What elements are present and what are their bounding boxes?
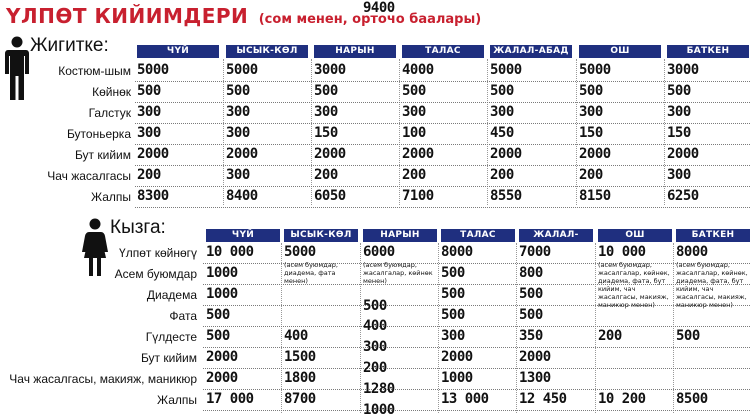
bride-column-header: ЧҮЙ [206, 229, 280, 242]
bride-cell-value: 2000 [441, 349, 473, 365]
groom-cell-value: 300 [137, 125, 161, 141]
bride-cell-value: 9400 [363, 0, 395, 16]
bride-column-header: ЫСЫК-КӨЛ [284, 229, 358, 242]
bride-column-header: ОШ [598, 229, 672, 242]
row-divider [203, 389, 750, 390]
groom-column-header: БАТКЕН [667, 45, 749, 58]
groom-cell-value: 2000 [490, 146, 522, 162]
groom-cell-value: 150 [579, 125, 603, 141]
bride-column-header: ТАЛАС [441, 229, 515, 242]
groom-cell-value: 2000 [402, 146, 434, 162]
woman-icon [82, 218, 108, 278]
column-divider [516, 243, 517, 413]
bride-cell-value: 1500 [284, 349, 316, 365]
bride-cell-note: (асем буюмдар, диадема, фата менен) [284, 261, 338, 285]
groom-column-header: ЧҮЙ [137, 45, 219, 58]
groom-cell-value: 6050 [314, 188, 346, 204]
bride-cell-value: 10 000 [206, 244, 254, 260]
groom-cell-value: 2000 [667, 146, 699, 162]
groom-column-header: ЖАЛАЛ-АБАД [490, 45, 572, 58]
title-subtitle: (сом менен, орточо баалары) [258, 12, 482, 27]
bride-cell-value: 8000 [676, 244, 708, 260]
groom-cell-value: 500 [226, 83, 250, 99]
bride-row-label: Бут кийим [140, 351, 197, 365]
groom-cell-value: 5000 [226, 62, 258, 78]
title-main: ҮЛПӨТ КИЙИМДЕРИ [6, 4, 249, 28]
bride-cell-value: 500 [519, 286, 543, 302]
groom-cell-value: 5000 [490, 62, 522, 78]
bride-cell-value: 800 [519, 265, 543, 281]
bride-cell-value: 1800 [284, 370, 316, 386]
groom-cell-value: 500 [314, 83, 338, 99]
bride-column-header: НАРЫН [363, 229, 437, 242]
bride-cell-value: 2000 [519, 349, 551, 365]
groom-cell-value: 3000 [667, 62, 699, 78]
groom-cell-value: 200 [137, 167, 161, 183]
bride-cell-value: 10 000 [598, 244, 646, 260]
groom-cell-value: 2000 [314, 146, 346, 162]
row-divider [203, 326, 750, 327]
groom-section-title: Жигитке: [30, 35, 109, 56]
groom-cell-value: 300 [667, 167, 691, 183]
groom-cell-value: 450 [490, 125, 514, 141]
bride-cell-value: 1000 [206, 265, 238, 281]
groom-cell-value: 200 [402, 167, 426, 183]
groom-cell-value: 150 [314, 125, 338, 141]
groom-cell-value: 8400 [226, 188, 258, 204]
groom-cell-value: 500 [402, 83, 426, 99]
groom-column-header: ЫСЫК-КӨЛ [226, 45, 308, 58]
groom-column-header: ОШ [579, 45, 661, 58]
bride-cell-value: 500 [206, 307, 230, 323]
groom-cell-value: 8300 [137, 188, 169, 204]
bride-cell-value: 10 200 [598, 391, 646, 407]
bride-cell-value: 2000 [206, 370, 238, 386]
groom-column-header: ТАЛАС [402, 45, 484, 58]
row-divider [135, 102, 750, 103]
bride-section-title: Кызга: [110, 217, 166, 238]
groom-row-label: Бутоньерка [66, 127, 131, 141]
groom-cell-value: 500 [490, 83, 514, 99]
groom-cell-value: 2000 [226, 146, 258, 162]
bride-cell-note: (асем буюмдар, жасалгалар, көйнөк, диадема, фата, бут кийим, чач жасалгасы, макияж, маникюр менен) [676, 261, 748, 309]
bride-cell-value: 400 [284, 328, 308, 344]
groom-cell-value: 200 [490, 167, 514, 183]
bride-row-label: Гүлдесте [145, 330, 197, 344]
bride-row-label: Жалпы [156, 393, 197, 407]
bride-cell-note: (асем буюмдар, жасалгалар, көйнөк менен) [363, 261, 433, 285]
man-icon [4, 36, 30, 102]
groom-cell-value: 200 [579, 167, 603, 183]
bride-cell-value: 1000 [206, 286, 238, 302]
bride-row-label: Диадема [146, 288, 197, 302]
groom-cell-value: 150 [667, 125, 691, 141]
bride-cell-value: 1280 [363, 381, 395, 397]
page-title [6, 4, 481, 30]
bride-cell-value: 500 [206, 328, 230, 344]
bride-cell-value: 300 [441, 328, 465, 344]
groom-cell-value: 300 [137, 104, 161, 120]
groom-cell-value: 3000 [314, 62, 346, 78]
row-divider [203, 410, 750, 411]
bride-cell-value: 500 [519, 307, 543, 323]
groom-row-label: Жалпы [90, 190, 131, 204]
bride-column-header: БАТКЕН [676, 229, 750, 242]
column-divider [281, 243, 282, 413]
bride-cell-value: 7000 [519, 244, 551, 260]
groom-cell-value: 2000 [137, 146, 169, 162]
bride-cell-value: 6000 [363, 244, 395, 260]
bride-cell-value: 1000 [441, 370, 473, 386]
groom-cell-value: 5000 [137, 62, 169, 78]
groom-cell-value: 300 [490, 104, 514, 120]
groom-cell-value: 300 [226, 104, 250, 120]
groom-column-header: НАРЫН [314, 45, 396, 58]
bride-cell-value: 400 [363, 318, 387, 334]
bride-cell-value: 300 [363, 339, 387, 355]
groom-row-label: Бут кийим [74, 148, 131, 162]
bride-cell-value: 12 450 [519, 391, 567, 407]
column-divider [438, 243, 439, 413]
bride-cell-value: 8700 [284, 391, 316, 407]
groom-cell-value: 300 [314, 104, 338, 120]
groom-row-label: Галстук [88, 106, 131, 120]
row-divider [135, 81, 750, 82]
bride-cell-value: 5000 [284, 244, 316, 260]
groom-cell-value: 300 [402, 104, 426, 120]
groom-row-label: Костюм-шым [58, 64, 131, 78]
groom-cell-value: 500 [667, 83, 691, 99]
bride-cell-value: 500 [441, 286, 465, 302]
bride-cell-value: 500 [676, 328, 700, 344]
groom-cell-value: 200 [314, 167, 338, 183]
bride-cell-value: 8500 [676, 391, 708, 407]
groom-cell-value: 300 [226, 125, 250, 141]
row-divider [135, 207, 750, 208]
groom-cell-value: 500 [137, 83, 161, 99]
bride-row-label: Фата [169, 309, 197, 323]
groom-cell-value: 6250 [667, 188, 699, 204]
bride-cell-value: 13 000 [441, 391, 489, 407]
bride-cell-value: 500 [441, 265, 465, 281]
bride-cell-value: 500 [441, 307, 465, 323]
bride-cell-value: 1300 [519, 370, 551, 386]
bride-cell-value: 2000 [206, 349, 238, 365]
bride-cell-value: 1000 [363, 402, 395, 418]
groom-cell-value: 500 [579, 83, 603, 99]
groom-cell-value: 5000 [579, 62, 611, 78]
groom-cell-value: 100 [402, 125, 426, 141]
bride-cell-value: 8000 [441, 244, 473, 260]
groom-cell-value: 300 [667, 104, 691, 120]
column-divider [595, 243, 596, 413]
column-divider [360, 243, 361, 413]
bride-cell-value: 200 [363, 360, 387, 376]
bride-row-label: Үлпөт көйнөгү [119, 246, 197, 260]
bride-cell-value: 17 000 [206, 391, 254, 407]
groom-cell-value: 2000 [579, 146, 611, 162]
groom-cell-value: 7100 [402, 188, 434, 204]
groom-cell-value: 8550 [490, 188, 522, 204]
bride-row-label: Асем буюмдар [114, 267, 197, 281]
row-divider [135, 165, 750, 166]
row-divider [135, 186, 750, 187]
groom-row-label: Чач жасалгасы [47, 169, 131, 183]
bride-cell-note: (асем буюмдар, жасалгалар, көйнөк, диадема, фата, бут кийим, чач жасалгасы, макияж, маникюр менен) [598, 261, 670, 309]
bride-row-label: Чач жасалгасы, макияж, маникюр [9, 372, 197, 386]
row-divider [203, 347, 750, 348]
row-divider [135, 123, 750, 124]
bride-column-header: ЖАЛАЛ-АБАД [519, 229, 593, 242]
bride-cell-value: 350 [519, 328, 543, 344]
groom-cell-value: 300 [226, 167, 250, 183]
row-divider [203, 368, 750, 369]
groom-cell-value: 8150 [579, 188, 611, 204]
row-divider [135, 144, 750, 145]
groom-cell-value: 300 [579, 104, 603, 120]
groom-cell-value: 4000 [402, 62, 434, 78]
column-divider [673, 243, 674, 413]
bride-cell-value: 200 [598, 328, 622, 344]
bride-cell-value: 500 [363, 298, 387, 314]
groom-row-label: Көйнөк [92, 85, 131, 99]
